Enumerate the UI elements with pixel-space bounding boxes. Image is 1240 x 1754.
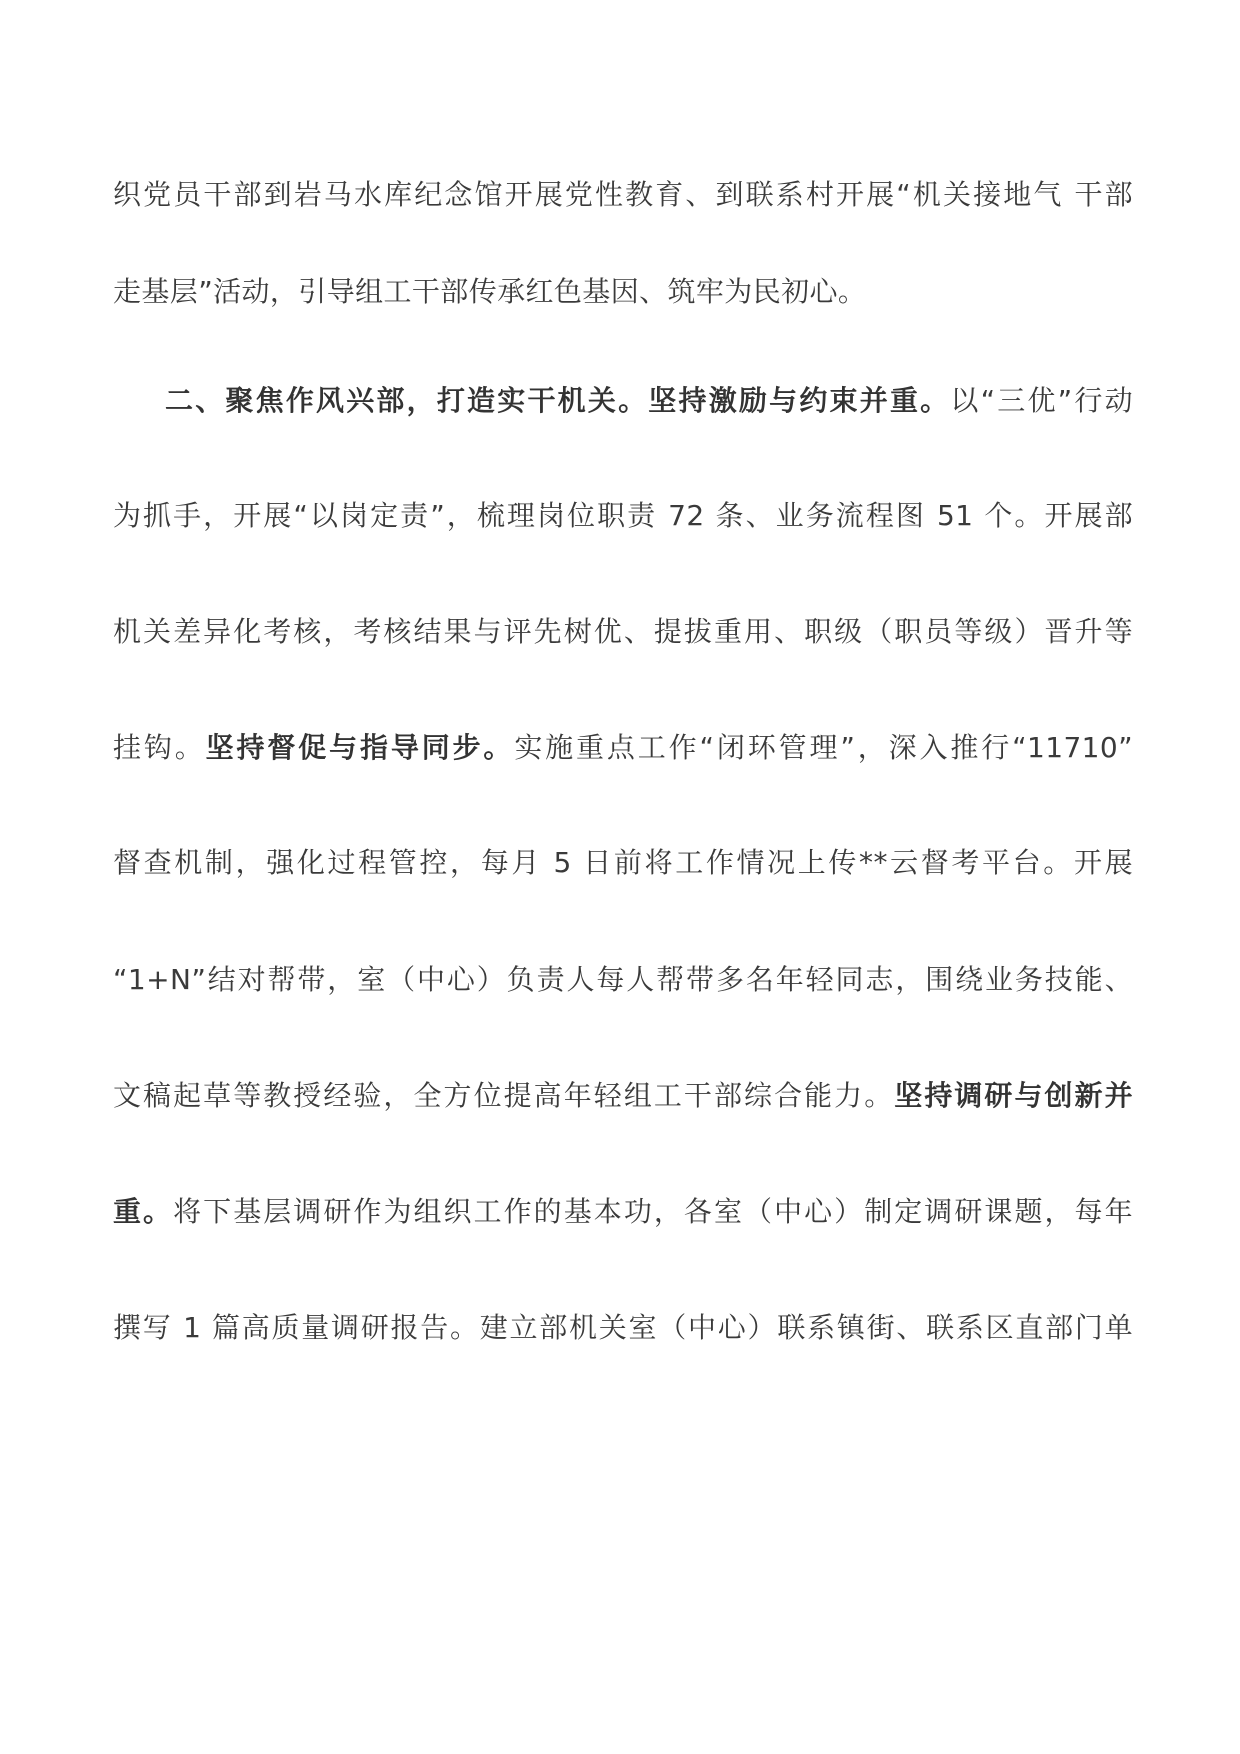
section-heading-line (113, 381, 1133, 421)
text-line (113, 843, 1133, 883)
text-segment: 撰写 1 篇高质量调研报告。建立部机关室（中心）联系镇街、联系区直部门单 (113, 1311, 1133, 1344)
text-line (113, 1076, 1133, 1116)
bold-lead: 坚持督促与指导同步。 (205, 731, 515, 764)
text-line (113, 612, 1133, 652)
section-heading: 二、聚焦作风兴部，打造实干机关。 (165, 384, 649, 417)
text-segment: 为抓手，开展“以岗定责”，梳理岗位职责 72 条、业务流程图 51 个。开展部 (113, 499, 1133, 532)
bold-lead: 重。 (113, 1195, 174, 1228)
text-line (113, 272, 1133, 312)
bold-lead: 坚持调研与创新并 (894, 1079, 1134, 1112)
text-segment: 织党员干部到岩马水库纪念馆开展党性教育、到联系村开展“机关接地气 干部 (113, 178, 1133, 211)
text-segment: 以“三优”行动 (950, 384, 1134, 417)
text-line (113, 1192, 1133, 1232)
bold-lead: 坚持激励与约束并重。 (648, 384, 951, 417)
text-line (113, 175, 1133, 215)
text-segment: 督查机制，强化过程管控，每月 5 日前将工作情况上传**云督考平台。开展 (113, 846, 1133, 879)
text-segment: 机关差异化考核，考核结果与评先树优、提拔重用、职级（职员等级）晋升等 (113, 615, 1133, 648)
text-segment: “1+N”结对帮带，室（中心）负责人每人帮带多名年轻同志，围绕业务技能、 (113, 963, 1133, 996)
text-segment: 文稿起草等教授经验，全方位提高年轻组工干部综合能力。 (113, 1079, 895, 1112)
text-segment: 将下基层调研作为组织工作的基本功，各室（中心）制定调研课题，每年 (173, 1195, 1133, 1228)
text-line (113, 728, 1133, 768)
text-line (113, 496, 1133, 536)
text-segment: 挂钩。 (113, 731, 206, 764)
text-segment: 实施重点工作“闭环管理”，深入推行“11710” (514, 731, 1133, 764)
text-line (113, 960, 1133, 1000)
text-line (113, 1308, 1133, 1348)
text-segment: 走基层”活动，引导组工干部传承红色基因、筑牢为民初心。 (113, 275, 867, 308)
